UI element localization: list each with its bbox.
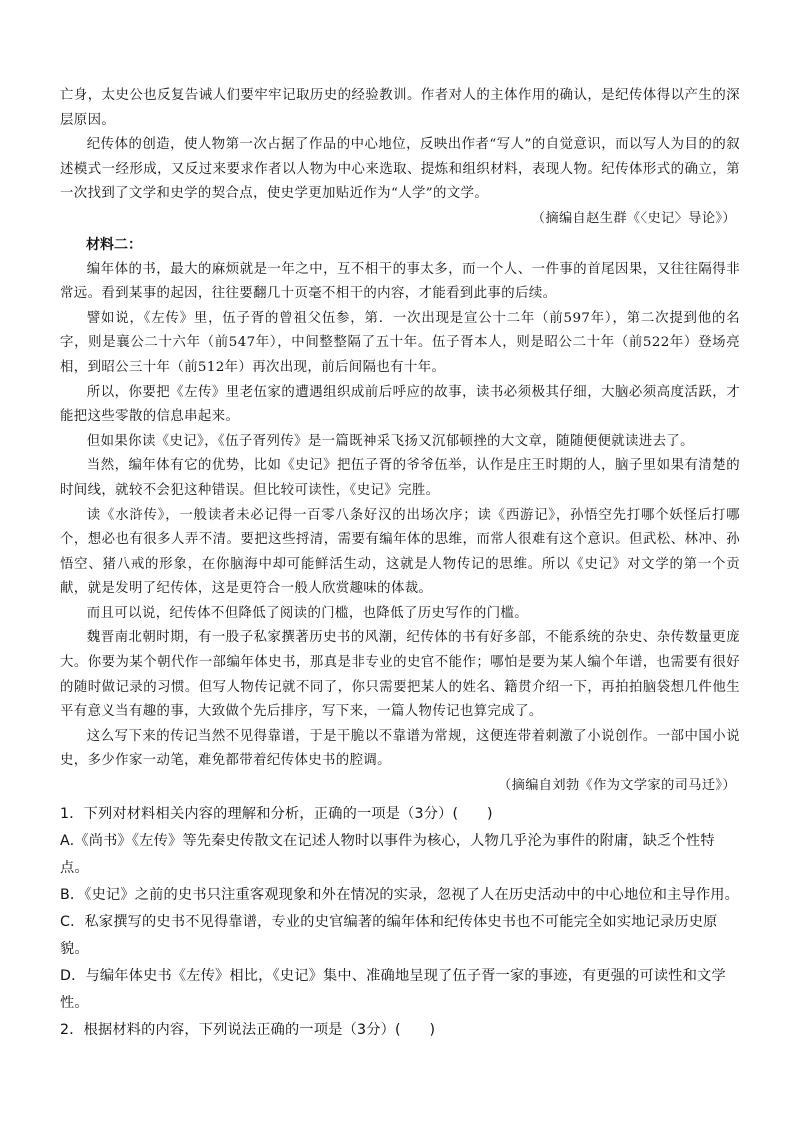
passage1-paragraph: 亡身，太史公也反复告诫人们要牢牢记取历史的经验教训。作者对人的主体作用的确认，是纪传体得以产生的深层原因。 (60, 88, 740, 128)
question-section (60, 801, 740, 1044)
question-1-stem: 1．下列对材料相关内容的理解和分析，正确的一项是（3分）( ) (60, 805, 493, 822)
material-two-heading: 材料二： (86, 236, 142, 253)
passage2-source: （摘编自刘勃《作为文学家的司马迁》） (498, 778, 736, 794)
passage1-paragraph: 纪传体的创造，使人物第一次占据了作品的中心地位，反映出作者“写人”的自觉意识，而以写人为目的的叙述模式一经形成，又反过来要求作者以人物为中心来选取、提炼和组织材料，表现人物。纪传体形式的确立，第一次找到了文学和史学的契合点，使史学更加贴近作为“人学”的文学。 (60, 137, 740, 202)
question-2-stem: 2．根据材料的内容，下列说法正确的一项是（3分）( ) (60, 1021, 436, 1038)
question-1-option-c[interactable]: C．私家撰写的史书不见得靠谱，专业的史官编著的编年体和纪传体史书也不可能完全如实地记录历史原貌。 (60, 913, 718, 957)
passage2-paragraph: 编年体的书，最大的麻烦就是一年之中，互不相干的事太多，而一个人、一件事的首尾因果，又往往隔得非常远。看到某事的起因，往往要翻几十页毫不相干的内容，才能看到此事的后续。 (60, 261, 740, 302)
passage2-paragraph: 当然，编年体有它的优势，比如《史记》把伍子胥的爷爷伍举，认作是庄王时期的人，脑子里如果有清楚的时间线，就较不会犯这种错误。但比较可读性，《史记》完胜。 (60, 458, 740, 498)
passage2-paragraph: 读《水浒传》，一般读者未必记得一百零八条好汉的出场次序；读《西游记》，孙悟空先打哪个妖怪后打哪个，想必也有很多人弄不清。要把这些捋清，需要有编年体的思维，而常人很难有这个意识。但武松、林冲、孙悟空、猪八戒的形象，在你脑海中却可能鲜活生动，这就是人物传记的思维。所以《史记》对文学的第一个贡献，就是发明了纪传体，这是更符合一般人欣赏趣味的体裁。 (60, 507, 740, 597)
question-1-option-b[interactable]: B．《史记》之前的史书只注重客观现象和外在情况的实录，忽视了人在历史活动中的中心地位和主导作用。 (60, 886, 740, 903)
question-1-option-d[interactable]: D．与编年体史书《左传》相比，《史记》集中、准确地呈现了伍子胥一家的事迹，有更强的可读性和文学性。 (60, 967, 726, 1011)
passage1-source: （摘编自赵生群《〈史记〉导论》） (531, 210, 736, 226)
passage2-paragraph: 而且可以说，纪传体不但降低了阅读的门槛，也降低了历史写作的门槛。 (86, 605, 529, 621)
passage2-paragraph: 所以，你要把《左传》里老伍家的遭遇组织成前后呼应的故事，读书必须极其仔细，大脑必须高度活跃，才能把这些零散的信息串起来。 (60, 384, 740, 425)
passage2-paragraph: 譬如说，《左传》里，伍子胥的曾祖父伍参，第．一次出现是宣公十二年（前597年），第二次提到他的名字，则是襄公二十六年（前547年），中间整整隔了五十年。伍子胥本人，则是昭公二十年（前522年）登场亮相，到昭公三十年（前512年）再次出现，前后间隔也有十年。 (60, 310, 740, 375)
passage2-paragraph: 这么写下来的传记当然不见得靠谱，于是干脆以不靠谱为常规，这便连带着刺激了小说创作。一部中国小说史，多少作家一动笔，难免都带着纪传体史书的腔调。 (60, 728, 740, 769)
passage2-paragraph: 但如果你读《史记》，《伍子胥列传》是一篇既神采飞扬又沉郁顿挫的大文章，随随便便就读进去了。 (86, 433, 694, 449)
passage2-paragraph: 魏晋南北朝时期，有一股子私家撰著历史书的风潮，纪传体的书有好多部，不能系统的杂史、杂传数量更庞大。你要为某个朝代作一部编年体史书，那真是非专业的史官不能作；哪怕是要为某人编个年谱，也需要有很好的随时做记录的习惯。但写人物传记就不同了，你只需要把某人的姓名、籍贯介绍一下，再拍拍脑袋想几件他生平有意义当有趣的事，大致做个先后排序，写下来，一篇人物传记也算完成了。 (60, 630, 740, 720)
question-1-option-a[interactable]: A.《尚书》《左传》等先秦史传散文在记述人物时以事件为核心，人物几乎沦为事件的附庸，缺乏个性特点。 (60, 832, 715, 876)
document-page (60, 84, 740, 1044)
